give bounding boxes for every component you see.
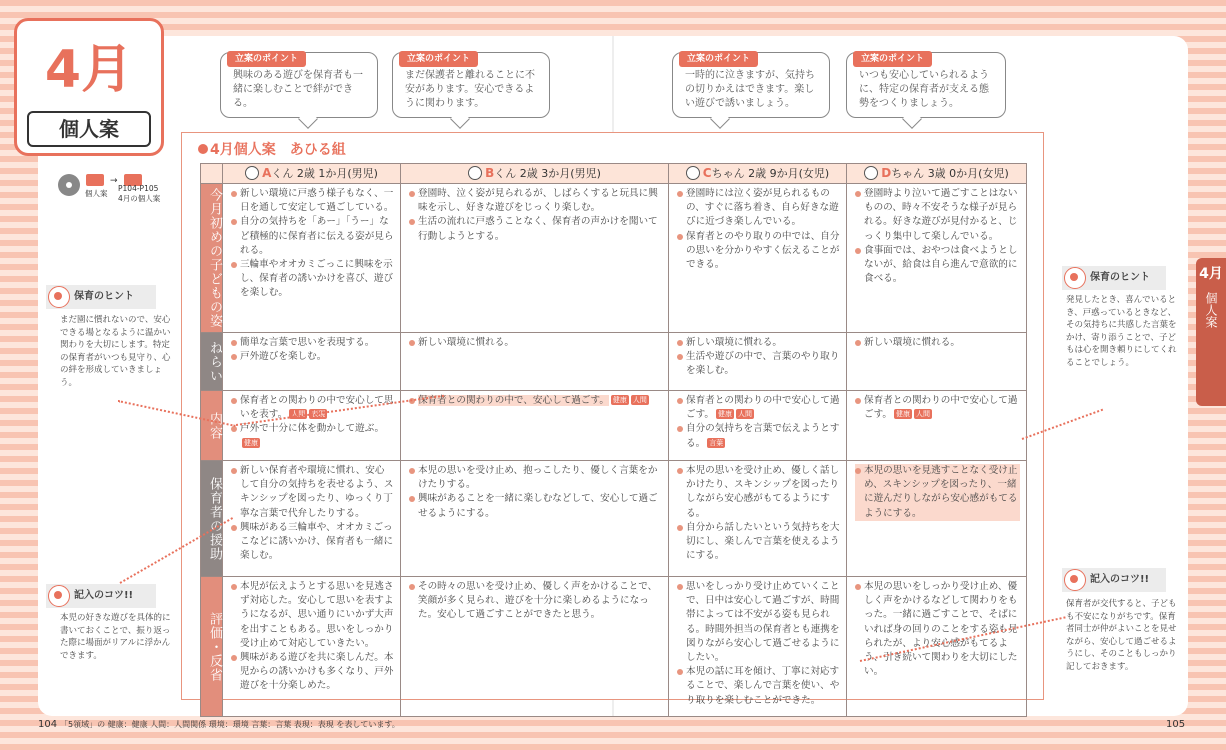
page-number-left: 104: [38, 719, 58, 730]
point-bubble-b: [392, 52, 550, 118]
notebook-icon: [48, 585, 70, 607]
cell-item: 興味がある三輪車や、オオカミごっこなどに誘いかけ、保育者も一緒に楽しむ。: [231, 521, 394, 564]
cell-item: 食事面では、おやつは食べようとしないが、給食は自ら進んで意欲的に食べる。: [855, 244, 1020, 287]
point-bubble-a: [220, 52, 378, 118]
plan-cell: [223, 577, 401, 717]
cell-item: 自分の気持ちを「あー」「うー」など積極的に保育者に伝える姿が見られる。: [231, 215, 394, 258]
cell-item: 登園時には泣く姿が見られるものの、すぐに落ち着き、自ら好きな遊びに近づき楽しんでいる。: [677, 187, 840, 230]
child-header-d: [847, 164, 1027, 184]
plan-cell: [847, 184, 1027, 333]
cell-item: 本児の思いを受け止め、優しく話しかけたり、スキンシップを図ったりしながら安心感がもてるようにする。: [677, 464, 840, 521]
badge-title: 個人案: [27, 111, 151, 147]
item-text: 保育者との関わりの中で、安心して過ごす。: [418, 395, 609, 406]
child-face-icon: [468, 166, 482, 180]
cell-item: [231, 422, 394, 450]
item-text: 保育者との関わりの中で安心して過ごす。: [686, 395, 840, 421]
plan-cell: [669, 577, 847, 717]
row-label: ねらい: [201, 333, 223, 391]
point-text: まだ保護者と離れることに不安があります。安心できるように関わります。: [405, 70, 535, 109]
child-age: 2歳 3か月(男児): [519, 167, 601, 180]
cell-item: 保育者とのやり取りの中では、自分の思いを分かりやすく伝えることができる。: [677, 230, 840, 273]
keyword-badge: 人間: [632, 396, 647, 404]
table-row: [201, 333, 1027, 391]
plan-cell: [401, 577, 669, 717]
cell-item: [677, 394, 840, 422]
plan-cell: [223, 184, 401, 333]
plan-title: [198, 139, 346, 159]
keyword-badge: 人間: [738, 410, 753, 419]
corner-cell: [201, 164, 223, 184]
page-number-right: 105: [1166, 719, 1186, 730]
hint-icon: [48, 286, 70, 308]
child-name: B: [485, 166, 495, 180]
child-age: 2歳 1か月(男児): [296, 167, 378, 180]
table-row: [201, 184, 1027, 333]
cell-item: 簡単な言葉で思いを表現する。: [231, 336, 394, 350]
cd-file-reference: [58, 172, 168, 212]
plan-title-text: 4月個人案 あひる組: [210, 142, 346, 158]
child-suffix: ちゃん: [711, 167, 745, 180]
item-text: 戸外で十分に体を動かして遊ぶ。: [240, 423, 385, 435]
keyword-badge: 表現: [311, 410, 326, 419]
keyword-badge: 言葉: [709, 438, 724, 447]
cell-item: 本児の思いを受け止め、抱っこしたり、優しく言葉をかけたりする。: [409, 464, 662, 492]
plan-cell: [401, 461, 669, 577]
table-row: [201, 577, 1027, 717]
cell-item: 新しい保育者や環境に慣れ、安心して自分の気持ちを表せるよう、スキンシップを図ったり、ゆっくり丁寧な言葉で代弁したりする。: [231, 464, 394, 521]
table-row: [201, 461, 1027, 577]
point-bubble-c: [672, 52, 830, 118]
cell-item: 本児の話に耳を傾け、丁寧に対応することで、楽しんで言葉を使い、やり取りを楽しむことができた。: [677, 665, 840, 708]
plan-cell: [669, 184, 847, 333]
plan-cell: [669, 333, 847, 391]
plan-cell: [847, 577, 1027, 717]
child-suffix: くん: [494, 167, 517, 180]
item-text: 自分の気持ちを言葉で伝えようとする。: [686, 423, 840, 449]
child-age: 2歳 9か月(女児): [748, 167, 830, 180]
plan-cell: [847, 333, 1027, 391]
cell-item: [231, 394, 394, 422]
child-face-icon: [245, 166, 259, 180]
note-title-text: 記入のコツ!!: [74, 590, 134, 601]
child-name: C: [702, 166, 712, 180]
child-suffix: ちゃん: [891, 167, 925, 180]
row-label: 今月初めの子どもの姿: [201, 184, 223, 333]
cell-item: 自分から話したいという気持ちを大切にし、楽しんで言葉を使えるようにする。: [677, 521, 840, 564]
hint-note-text-left: まだ園に慣れないので、安心できる場となるように温かい関わりを大切にします。特定の保育者がいつも見守り、心の絆を形成していきましょう。: [60, 315, 171, 388]
hint-note-text-right: 発見したとき、喜んでいるとき、戸惑っているときなど、その気持ちに共感した言葉をかけ、寄り添うことで、子どもは心を開き頼りにしてくれることでしょう。: [1066, 295, 1177, 368]
child-name: A: [262, 166, 272, 180]
child-header-c: [669, 164, 847, 184]
point-tag: 立案のポイント: [679, 51, 758, 67]
keyword-badge: 健康: [896, 410, 911, 419]
cell-item: 戸外遊びを楽しむ。: [231, 350, 394, 364]
cell-item: 新しい環境に慣れる。: [677, 336, 840, 350]
keyword-badge: 人間: [291, 410, 306, 419]
cell-item: 興味があることを一緒に楽しむなどして、安心して過ごせるようにする。: [409, 492, 662, 520]
row-label: 保育者の援助: [201, 461, 223, 577]
month-badge: [14, 18, 164, 156]
cell-item: 生活や遊びの中で、言葉のやり取りを楽しむ。: [677, 350, 840, 378]
folder-icon: [86, 174, 104, 186]
plan-cell: [847, 461, 1027, 577]
keyword-badge: 健康: [718, 410, 733, 419]
cell-item: 新しい環境に慣れる。: [855, 336, 1020, 350]
point-tag: 立案のポイント: [227, 51, 306, 67]
cell-item: [409, 394, 662, 408]
cell-item: 生活の流れに戸惑うことなく、保育者の声かけを聞いて行動しようとする。: [409, 215, 662, 243]
child-suffix: くん: [271, 167, 294, 180]
tip-note-title-left: [46, 584, 156, 608]
cd-icon: [58, 174, 80, 196]
child-age: 3歳 0か月(女児): [927, 167, 1009, 180]
keyword-badge: 健康: [244, 438, 258, 447]
hint-icon: [1064, 267, 1086, 289]
point-text: いつも安心していられるように、特定の保育者が支える態勢をつくりましょう。: [859, 70, 989, 109]
hint-note-title-left: [46, 285, 156, 309]
plan-cell: [401, 333, 669, 391]
tip-note-title-right: [1062, 568, 1166, 592]
keyword-badge: 健康: [612, 396, 627, 404]
note-title-text: 保育のヒント: [74, 291, 134, 302]
child-face-icon: [864, 166, 878, 180]
cell-item: 思いをしっかり受け止めていくことで、日中は安心して過ごすが、時間帯によっては不安がる姿も見られる。時間外担当の保育者とも連携を図りながら安心して過ごせるようにしたい。: [677, 580, 840, 665]
plan-cell: [223, 461, 401, 577]
cell-item: [855, 394, 1020, 422]
plan-cell: [847, 391, 1027, 461]
arrow-right-icon: →: [110, 176, 118, 186]
notebook-icon: [1064, 569, 1086, 591]
plan-cell: [669, 391, 847, 461]
point-text: 一時的に泣きますが、気持ちの切りかえはできます。楽しい遊びで誘いましょう。: [685, 70, 815, 109]
cell-item: 新しい環境に戸惑う様子もなく、一日を通して安定して過ごしている。: [231, 187, 394, 215]
folder-label-2: 4月の個人案: [118, 194, 161, 203]
plan-cell: [223, 391, 401, 461]
cell-item: 本児の思いを見逃すことなく受け止め、スキンシップを図ったり、一緒に遊んだりしながら安心感がもてるようにする。: [855, 464, 1020, 521]
month-label: 4月: [44, 40, 134, 100]
keyword-badge: 人間: [916, 410, 931, 419]
child-header-b: [401, 164, 669, 184]
cell-item: 新しい環境に慣れる。: [409, 336, 662, 350]
month-index-tab[interactable]: [1196, 258, 1226, 406]
tab-month: 4月: [1199, 266, 1223, 282]
item-text: 保育者との関わりの中で安心して過ごす。: [864, 395, 1018, 421]
child-name: D: [881, 166, 892, 180]
point-tag: 立案のポイント: [399, 51, 478, 67]
note-title-text: 記入のコツ!!: [1090, 574, 1150, 585]
plan-cell: [669, 461, 847, 577]
cell-item: 登園時より泣いて過ごすことはないものの、時々不安そうな様子が見られる。好きな遊びが見付かると、じっくり集中して楽しんでいる。: [855, 187, 1020, 244]
row-label: 内容: [201, 391, 223, 461]
child-face-icon: [686, 166, 700, 180]
cell-item: 興味がある遊びを共に楽しんだ。本児からの誘いかけも多くなり、戸外遊びを十分楽しめた。: [231, 651, 394, 694]
child-header-a: [223, 164, 401, 184]
table-header-row: [201, 164, 1027, 184]
cell-item: 三輪車やオオカミごっこに興味を示し、保育者の誘いかけを喜び、遊びを楽しむ。: [231, 258, 394, 301]
tab-title: 個人案: [1204, 292, 1218, 328]
cell-item: 登園時、泣く姿が見られるが、しばらくすると玩具に興味を示し、好きな遊びをじっくり楽しむ。: [409, 187, 662, 215]
cell-item: [677, 422, 840, 450]
bullet-icon: [198, 144, 208, 154]
point-tag: 立案のポイント: [853, 51, 932, 67]
folder-label: 個人案: [85, 189, 108, 198]
plan-cell: [401, 184, 669, 333]
plan-table: [200, 163, 1027, 717]
domain-legend: 「5領域」の 健康：健康 人間：人間関係 環境：環境 言葉：言葉 表現：表現 を表しています。: [60, 720, 400, 729]
note-title-text: 保育のヒント: [1090, 272, 1150, 283]
tip-note-text-right: 保育者が交代すると、子どもも不安になりがちです。保育者同士が仲がよいことを見せながら、安心して過ごせるようにし、そのこともしっかり記しておきます。: [1066, 599, 1177, 672]
point-text: 興味のある遊びを保育者も一緒に楽しむことで絆ができる。: [233, 70, 363, 109]
plan-cell: [401, 391, 669, 461]
plan-frame: [181, 132, 1044, 706]
cell-item: 本児の思いをしっかり受け止め、優しく声をかけるなどして関わりをもった。一緒に過ごすことで、そばにいれば身の回りのことをする姿も見られたが、より安心感がもてるよう、引き続いて関わりを大切にしたい。: [855, 580, 1020, 679]
cell-item: その時々の思いを受け止め、優しく声をかけることで、笑顔が多く見られ、遊びを十分に楽しめるようになった。安心して過ごすことができたと思う。: [409, 580, 662, 623]
hint-note-title-right: [1062, 266, 1166, 290]
cell-item: 本児が伝えようとする思いを見逃さず対応した。安心して思いを表すようになるが、思い通りにいかず大声を出すこともある。思いをしっかり受け止めて対応していきたい。: [231, 580, 394, 651]
item-text: 保育者との関わりの中で安心して思いを表す。: [240, 395, 394, 421]
row-label: 評価・反省: [201, 577, 223, 717]
table-row: [201, 391, 1027, 461]
plan-cell: [223, 333, 401, 391]
point-bubble-d: [846, 52, 1006, 118]
page-range: P104-P105: [118, 184, 159, 193]
tip-note-text-left: 本児の好きな遊びを具体的に書いておくことで、振り返った際に場面がリアルに浮かんできます。: [60, 613, 171, 661]
